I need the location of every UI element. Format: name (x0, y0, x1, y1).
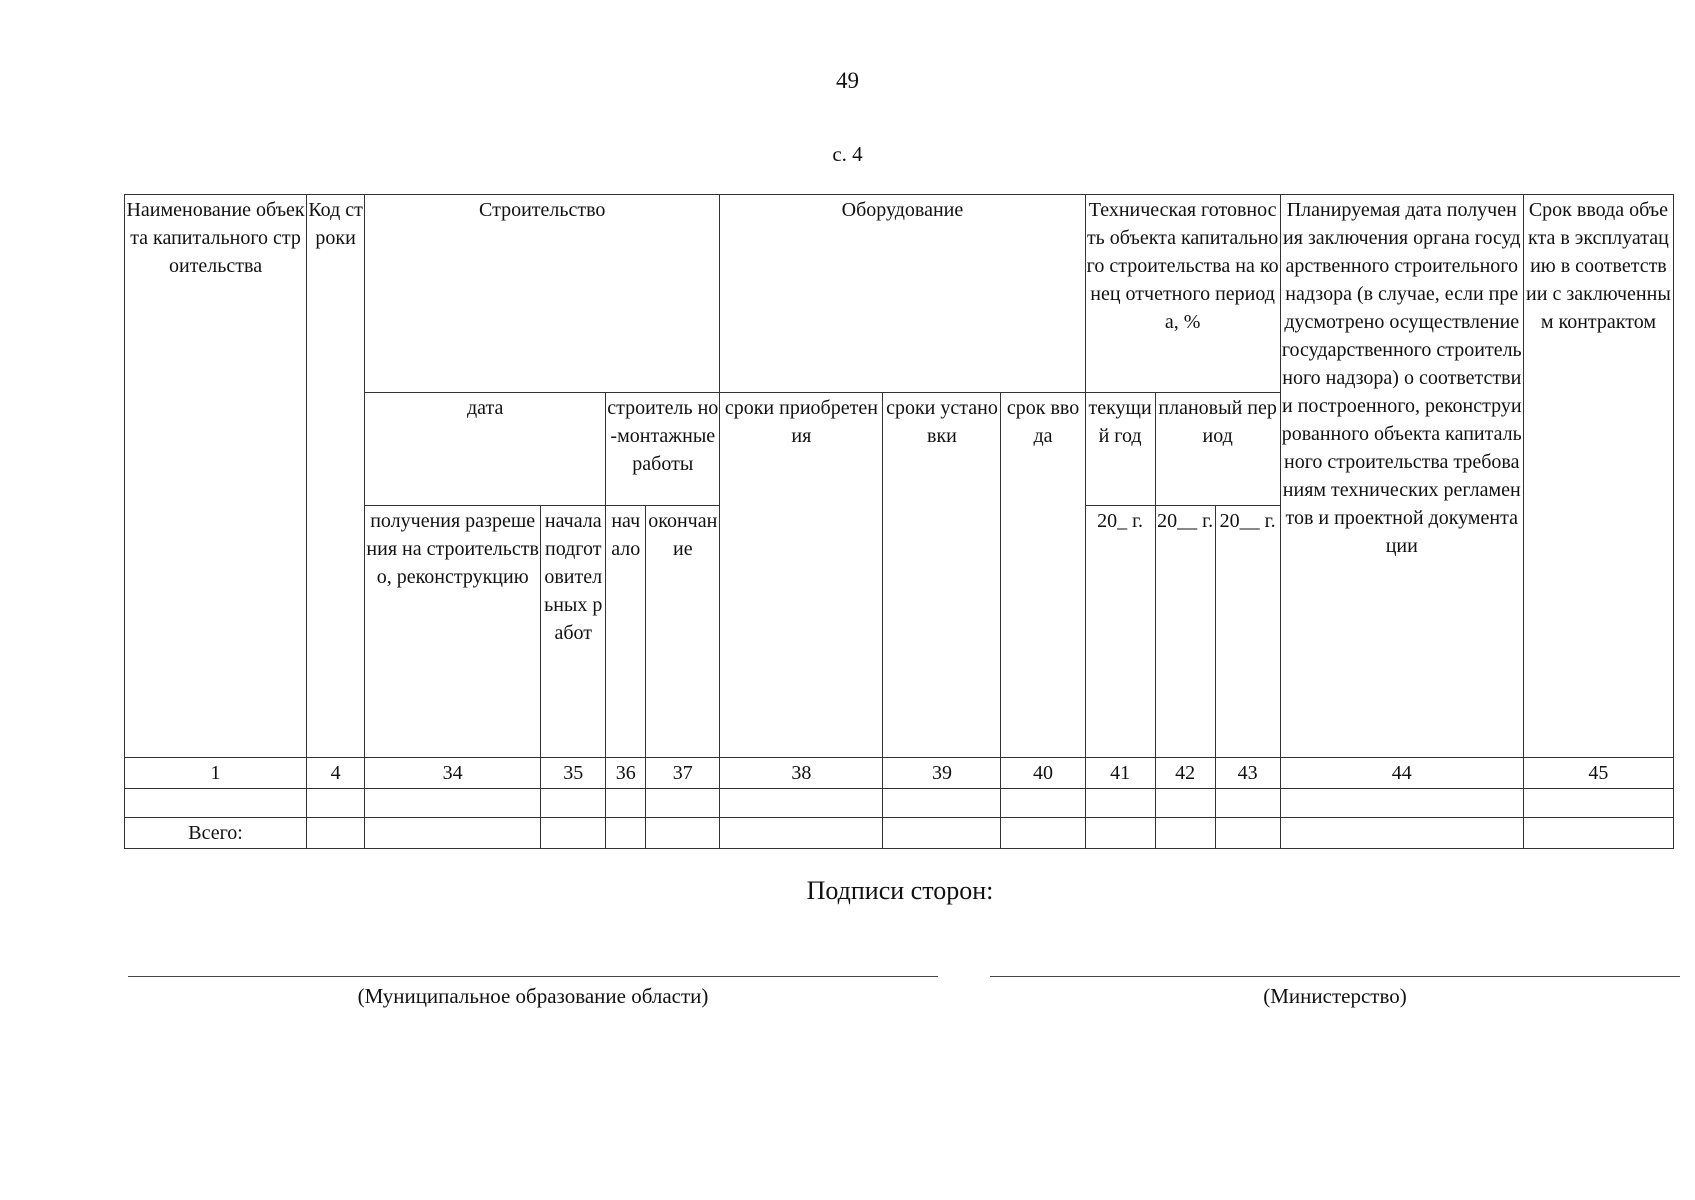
header-permit-date: получения разрешения на строительство, реконструкцию (365, 506, 541, 758)
column-number: 37 (646, 758, 720, 789)
header-year-plan-2: 20__ г. (1215, 506, 1280, 758)
table-cell[interactable] (606, 789, 646, 818)
header-row-code: Код строки (307, 195, 365, 758)
header-conclusion-date: Планируемая дата получения заключения органа государственного строительного надзора (в случае, если предусмотрено осуществление государственного строительного надзора) о соответствии построенного, реконструированного объекта капитального строительства требованиям технических регламентов и проектной документации (1280, 195, 1523, 758)
table-cell[interactable] (365, 818, 541, 849)
table-cell[interactable] (720, 789, 883, 818)
table-cell[interactable] (1523, 818, 1673, 849)
table-cell[interactable] (646, 818, 720, 849)
table-cell[interactable] (125, 789, 307, 818)
table-cell[interactable] (1215, 818, 1280, 849)
table-cell[interactable] (1280, 789, 1523, 818)
column-number: 42 (1155, 758, 1215, 789)
column-number: 40 (1001, 758, 1085, 789)
signatures-title: Подписи сторон: (806, 876, 994, 905)
table-cell[interactable] (883, 789, 1001, 818)
header-equipment: Оборудование (720, 195, 1085, 393)
header-planned-period: плановый период (1155, 393, 1280, 506)
header-current-year: текущий год (1085, 393, 1155, 506)
column-number: 36 (606, 758, 646, 789)
sheet-label: с. 4 (832, 142, 863, 166)
header-name: Наименование объекта капитального строительства (125, 195, 307, 758)
table-cell[interactable] (541, 789, 606, 818)
table-cell[interactable] (1001, 789, 1085, 818)
header-commissioning-term: Срок ввода объекта в эксплуатацию в соответствии с заключенным контрактом (1523, 195, 1673, 758)
total-label: Всего: (125, 818, 307, 849)
report-table (124, 194, 1674, 849)
total-row (125, 818, 1674, 849)
table-cell[interactable] (1085, 789, 1155, 818)
header-works-end: окончание (646, 506, 720, 758)
header-year-plan-1: 20__ г. (1155, 506, 1215, 758)
page-number: 49 (836, 68, 859, 93)
table-cell[interactable] (307, 818, 365, 849)
table-cell[interactable] (1085, 818, 1155, 849)
empty-row (125, 789, 1674, 818)
header-technical-readiness: Техническая готовность объекта капитального строительства на конец отчетного периода, % (1085, 195, 1280, 393)
table-cell[interactable] (606, 818, 646, 849)
table-cell[interactable] (1523, 789, 1673, 818)
header-input-term: срок ввода (1001, 393, 1085, 758)
signature-caption-right: (Министерство) (1263, 984, 1407, 1008)
table-cell[interactable] (1215, 789, 1280, 818)
column-number: 43 (1215, 758, 1280, 789)
column-number: 41 (1085, 758, 1155, 789)
signature-line-left (128, 976, 938, 977)
column-number: 4 (307, 758, 365, 789)
header-construction-works: строитель но-монтажные работы (606, 393, 720, 506)
table-cell[interactable] (1001, 818, 1085, 849)
table-cell[interactable] (883, 818, 1001, 849)
signature-caption-left: (Муниципальное образование области) (357, 984, 709, 1008)
table-cell[interactable] (365, 789, 541, 818)
table-cell[interactable] (307, 789, 365, 818)
column-number: 34 (365, 758, 541, 789)
column-number: 35 (541, 758, 606, 789)
header-prep-works-start: начала подготовительных работ (541, 506, 606, 758)
table-cell[interactable] (720, 818, 883, 849)
column-number: 1 (125, 758, 307, 789)
table-cell[interactable] (1155, 789, 1215, 818)
header-installation-terms: сроки установки (883, 393, 1001, 758)
table-cell[interactable] (541, 818, 606, 849)
signature-line-right (990, 976, 1680, 977)
header-acquisition-terms: сроки приобретения (720, 393, 883, 758)
header-year-current: 20_ г. (1085, 506, 1155, 758)
column-number: 44 (1280, 758, 1523, 789)
table-cell[interactable] (646, 789, 720, 818)
column-number: 45 (1523, 758, 1673, 789)
table-cell[interactable] (1155, 818, 1215, 849)
column-number: 39 (883, 758, 1001, 789)
header-date: дата (365, 393, 606, 506)
column-number: 38 (720, 758, 883, 789)
table-cell[interactable] (1280, 818, 1523, 849)
header-works-start: начало (606, 506, 646, 758)
header-construction: Строительство (365, 195, 720, 393)
